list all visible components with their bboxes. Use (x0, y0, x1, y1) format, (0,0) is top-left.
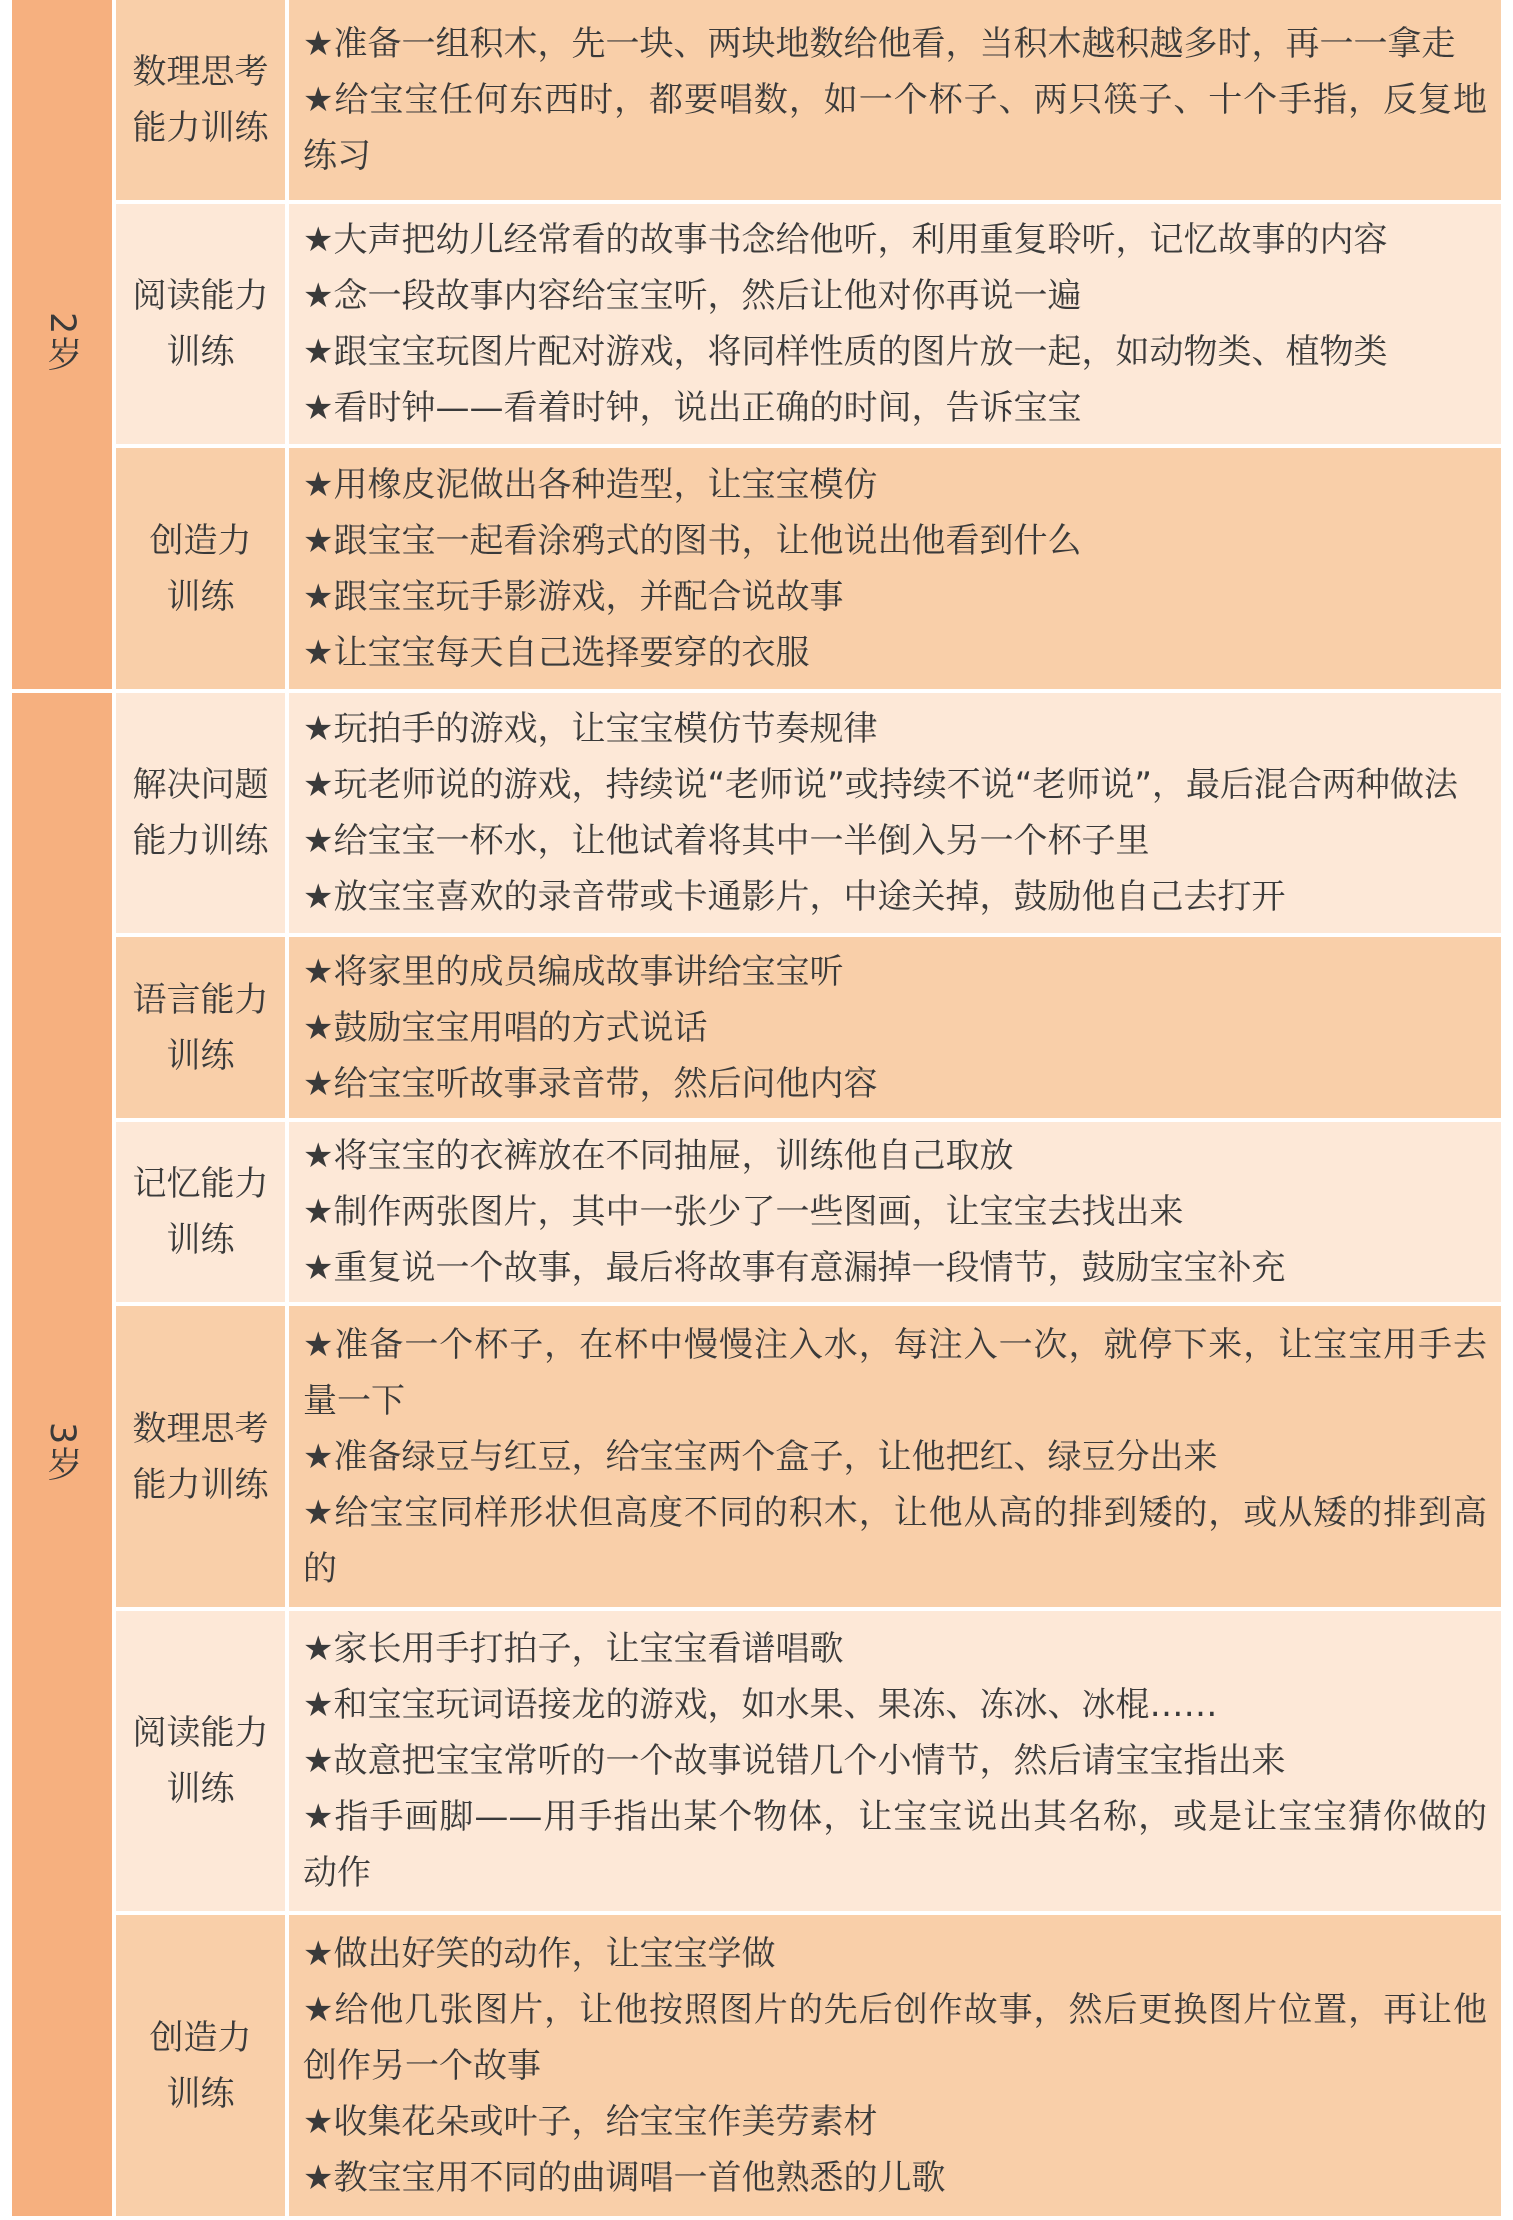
list-item: ★给宝宝一杯水，让他试着将其中一半倒入另一个杯子里 (303, 821, 1150, 862)
list-item: ★故意把宝宝常听的一个故事说错几个小情节，然后请宝宝指出来 (303, 1741, 1286, 1782)
category-cell (116, 937, 289, 1121)
item-list (303, 1317, 1487, 1597)
age-cell (12, 0, 116, 693)
table-row (12, 1611, 1501, 1916)
category-cell (116, 0, 289, 204)
list-item: ★鼓励宝宝用唱的方式说话 (303, 1007, 708, 1048)
list-item: ★将家里的成员编成故事讲给宝宝听 (303, 951, 844, 992)
list-item: ★准备绿豆与红豆，给宝宝两个盒子，让他把红、绿豆分出来 (303, 1436, 1218, 1477)
category-cell (116, 204, 289, 449)
list-item: ★玩拍手的游戏，让宝宝模仿节奏规律 (303, 709, 878, 750)
items-cell (289, 448, 1501, 693)
list-item: ★玩老师说的游戏，持续说“老师说”或持续不说“老师说”，最后混合两种做法 (303, 765, 1458, 806)
item-list (303, 1128, 1487, 1296)
items-cell (289, 693, 1501, 938)
list-item: ★给宝宝同样形状但高度不同的积木，让他从高的排到矮的，或从矮的排到高的 (303, 1492, 1487, 1589)
list-item: ★给他几张图片，让他按照图片的先后创作故事，然后更换图片位置，再让他创作另一个故事 (303, 1989, 1487, 2086)
list-item: ★将宝宝的衣裤放在不同抽屉，训练他自己取放 (303, 1135, 1014, 1176)
list-item: ★跟宝宝玩手影游戏，并配合说故事 (303, 576, 844, 617)
category-label: 记忆能力 训练 (132, 1163, 269, 1260)
table-row (12, 1122, 1501, 1306)
item-list (303, 212, 1487, 436)
items-cell (289, 0, 1501, 204)
category-cell (116, 693, 289, 938)
list-item: ★给宝宝听故事录音带，然后问他内容 (303, 1063, 878, 1104)
list-item: ★跟宝宝一起看涂鸦式的图书，让他说出他看到什么 (303, 520, 1082, 561)
list-item: ★用橡皮泥做出各种造型，让宝宝模仿 (303, 464, 878, 505)
list-item: ★给宝宝任何东西时，都要唱数，如一个杯子、两只筷子、十个手指，反复地练习 (303, 79, 1487, 176)
list-item: ★和宝宝玩词语接龙的游戏，如水果、果冻、冻冰、冰棍…… (303, 1685, 1218, 1726)
item-list (303, 457, 1487, 681)
list-item: ★让宝宝每天自己选择要穿的衣服 (303, 632, 810, 673)
items-cell (289, 1611, 1501, 1916)
age-label: 2岁 (42, 311, 82, 374)
category-label: 创造力 训练 (149, 2017, 252, 2114)
items-cell (289, 1122, 1501, 1306)
items-cell (289, 1306, 1501, 1611)
category-cell (116, 1306, 289, 1611)
category-cell (116, 1611, 289, 1916)
category-label: 阅读能力 训练 (132, 1713, 269, 1810)
category-label: 创造力 训练 (149, 520, 252, 617)
list-item: ★指手画脚——用手指出某个物体，让宝宝说出其名称，或是让宝宝猜你做的动作 (303, 1797, 1487, 1894)
table-row (12, 693, 1501, 938)
category-label: 阅读能力 训练 (132, 276, 269, 373)
list-item: ★制作两张图片，其中一张少了一些图画，让宝宝去找出来 (303, 1191, 1184, 1232)
category-label: 语言能力 训练 (132, 979, 269, 1076)
item-list (303, 701, 1487, 925)
items-cell (289, 204, 1501, 449)
category-cell (116, 448, 289, 693)
list-item: ★做出好笑的动作，让宝宝学做 (303, 1933, 776, 1974)
table-row (12, 937, 1501, 1121)
category-label: 数理思考 能力训练 (132, 1408, 269, 1505)
category-cell (116, 1915, 289, 2220)
list-item: ★家长用手打拍子，让宝宝看谱唱歌 (303, 1629, 844, 1670)
list-item: ★念一段故事内容给宝宝听，然后让他对你再说一遍 (303, 276, 1082, 317)
item-list (303, 944, 1487, 1112)
list-item: ★大声把幼儿经常看的故事书念给他听，利用重复聆听，记忆故事的内容 (303, 220, 1388, 261)
item-list (303, 1621, 1487, 1901)
list-item: ★跟宝宝玩图片配对游戏，将同样性质的图片放一起，如动物类、植物类 (303, 332, 1388, 373)
list-item: ★准备一组积木，先一块、两块地数给他看，当积木越积越多时，再一一拿走 (303, 23, 1456, 64)
age-label: 3岁 (42, 1421, 82, 1484)
items-cell (289, 937, 1501, 1121)
item-list (303, 16, 1487, 184)
age-cell (12, 693, 116, 2220)
table-row (12, 204, 1501, 449)
category-label: 解决问题 能力训练 (132, 765, 269, 862)
items-cell (289, 1915, 1501, 2220)
list-item: ★收集花朵或叶子，给宝宝作美劳素材 (303, 2101, 878, 2142)
table-row (12, 448, 1501, 693)
table-row (12, 0, 1501, 204)
table-row (12, 1306, 1501, 1611)
training-table-body (12, 0, 1501, 2220)
list-item: ★教宝宝用不同的曲调唱一首他熟悉的儿歌 (303, 2157, 946, 2198)
item-list (303, 1926, 1487, 2206)
list-item: ★放宝宝喜欢的录音带或卡通影片，中途关掉，鼓励他自己去打开 (303, 877, 1286, 918)
training-table (12, 0, 1501, 2220)
list-item: ★准备一个杯子，在杯中慢慢注入水，每注入一次，就停下来，让宝宝用手去量一下 (303, 1324, 1487, 1421)
list-item: ★看时钟——看着时钟，说出正确的时间，告诉宝宝 (303, 388, 1082, 429)
table-row (12, 1915, 1501, 2220)
list-item: ★重复说一个故事，最后将故事有意漏掉一段情节，鼓励宝宝补充 (303, 1247, 1286, 1288)
category-cell (116, 1122, 289, 1306)
category-label: 数理思考 能力训练 (132, 51, 269, 148)
